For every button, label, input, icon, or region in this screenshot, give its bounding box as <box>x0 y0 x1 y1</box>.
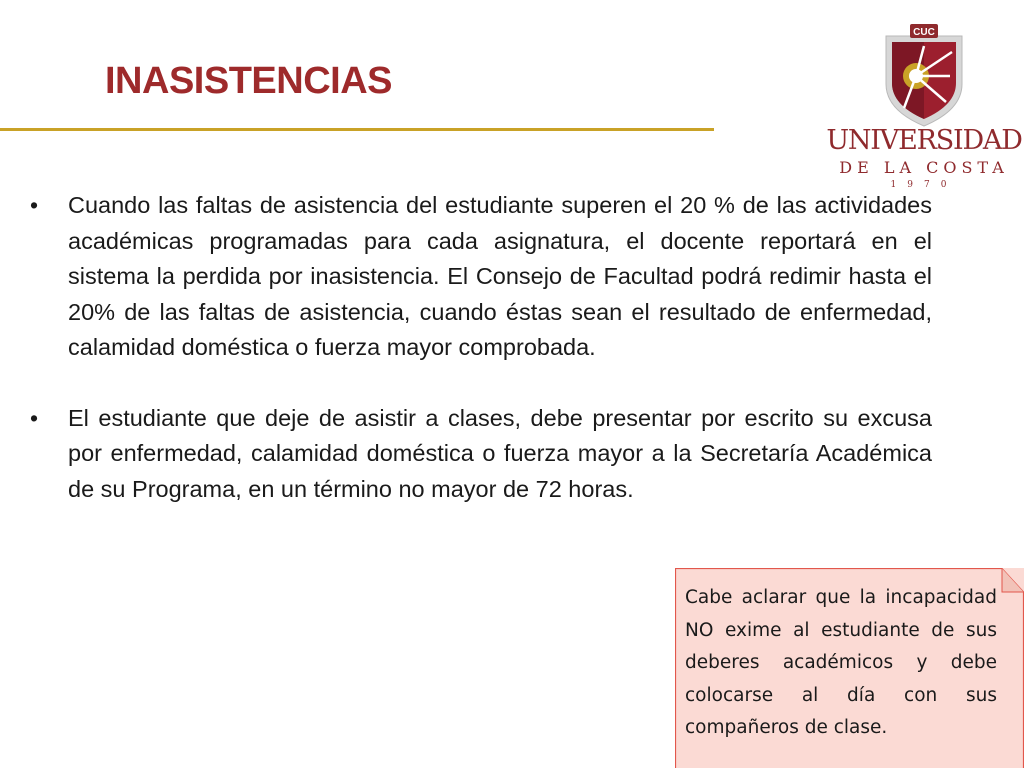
bullet-item <box>30 401 932 508</box>
logo-wordmark: UNIVERSIDAD <box>826 125 1022 156</box>
bullet-list <box>30 188 932 542</box>
title-underline <box>0 128 714 131</box>
logo-badge-text: CUC <box>913 27 935 38</box>
logo-subtitle: DE LA COSTA <box>839 158 1009 177</box>
logo-year: 1970 <box>890 180 958 190</box>
bullet-item <box>30 188 932 366</box>
bullet-marker: • <box>30 404 39 431</box>
bullet-text: Cuando las faltas de asistencia del estudiante superen el 20 % de las actividades académicas programadas para cada asignatura, el docente reportará en el sistema la perdida por inasistencia. El Consejo de Facultad podrá redimir hasta el 20% de las faltas de asistencia, cuando éstas sean el resultado de enfermedad, calamidad doméstica o fuerza mayor comprobada. <box>68 192 932 360</box>
note-text: Cabe aclarar que la incapacidad NO exime al estudiante de sus deberes académicos y debe colocarse al día con sus compañeros de clase. <box>685 587 997 738</box>
university-shield-icon <box>876 18 972 128</box>
slide-title: INASISTENCIAS <box>105 60 392 102</box>
bullet-text: El estudiante que deje de asistir a clases, debe presentar por escrito su excusa por enfermedad, calamidad doméstica o fuerza mayor a la Secretaría Académica de su Programa, en un término no mayor de 72 horas. <box>68 404 932 502</box>
note-callout <box>675 568 1024 768</box>
university-logo <box>826 18 1022 188</box>
bullet-marker: • <box>30 192 39 218</box>
